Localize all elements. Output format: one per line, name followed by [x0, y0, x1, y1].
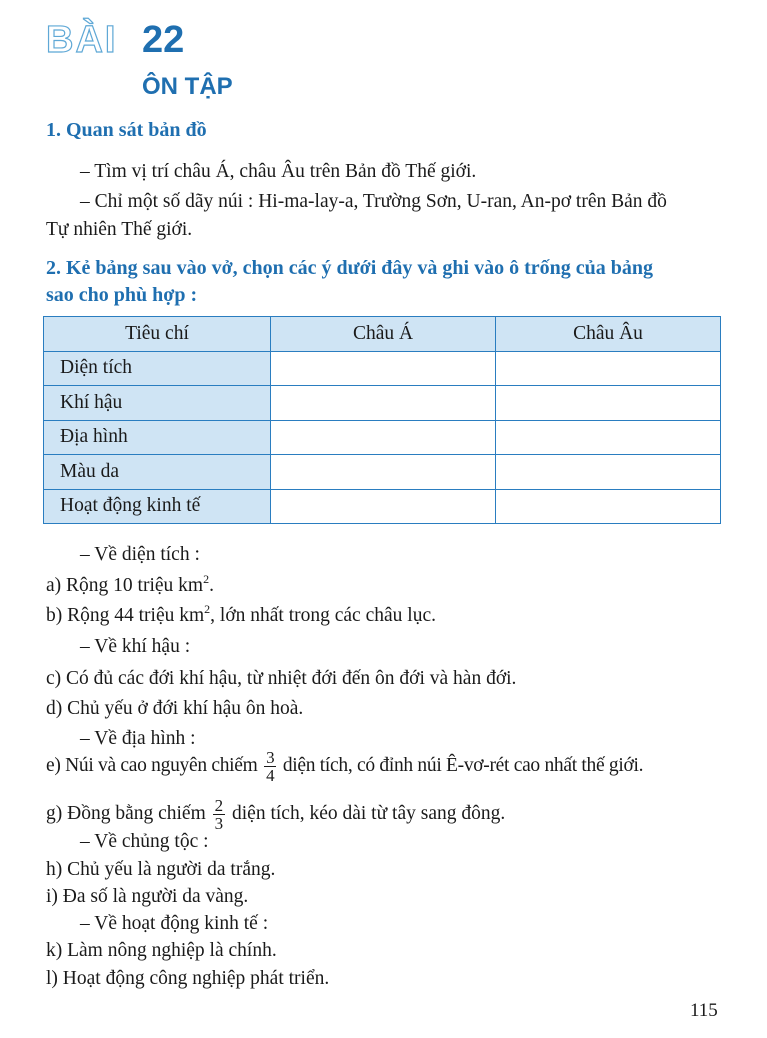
lesson-number: 22: [142, 19, 185, 61]
terrain-heading: – Về địa hình :: [80, 728, 196, 749]
section1-line3: Tự nhiên Thế giới.: [46, 219, 193, 240]
section1-line2: – Chỉ một số dãy núi : Hi-ma-lay-a, Trường Sơn, U-ran, An-pơ trên Bản đồ: [80, 191, 667, 212]
area-heading: – Về diện tích :: [80, 544, 200, 565]
option-a-exponent: 2: [203, 571, 210, 586]
fraction-numerator: 3: [266, 748, 275, 767]
lesson-label: BÀI: [46, 19, 118, 61]
option-d: d) Chủ yếu ở đới khí hậu ôn hoà.: [46, 698, 304, 719]
table-header-asia: Châu Á: [271, 317, 496, 352]
table-row-label: Màu da: [44, 455, 271, 490]
economy-heading: – Về hoạt động kinh tế :: [80, 913, 269, 934]
table-row-label: Hoạt động kinh tế: [44, 489, 271, 524]
fraction-numerator: 2: [214, 796, 224, 815]
table-header-europe: Châu Âu: [496, 317, 721, 352]
table-header-row: [44, 317, 721, 352]
table-row: [44, 386, 721, 421]
option-h: h) Chủ yếu là người da trắng.: [46, 859, 276, 880]
table-cell-empty: [271, 420, 496, 455]
option-b-text: b) Rộng 44 triệu km: [46, 605, 205, 626]
option-g-post: diện tích, kéo dài từ tây sang đông.: [232, 802, 506, 824]
table-cell-empty: [496, 386, 721, 421]
table-row-label: Khí hậu: [44, 386, 271, 421]
option-i: i) Đa số là người da vàng.: [46, 886, 249, 907]
option-e: [46, 749, 643, 784]
table-row-label: Địa hình: [44, 420, 271, 455]
climate-heading: – Về khí hậu :: [80, 636, 191, 657]
option-a: [46, 572, 214, 599]
section2-heading-line1: 2. Kẻ bảng sau vào vở, chọn các ý dưới đây và ghi vào ô trống của bảng: [46, 257, 654, 279]
section2-heading-line2: sao cho phù hợp :: [46, 284, 198, 306]
table-cell-empty: [271, 455, 496, 490]
option-a-end: .: [209, 575, 214, 596]
section1-heading: 1. Quan sát bản đồ: [46, 119, 207, 141]
option-k: k) Làm nông nghiệp là chính.: [46, 940, 277, 961]
lesson-title: ÔN TẬP: [142, 73, 233, 100]
table-cell-empty: [496, 351, 721, 386]
fraction-two-thirds: [213, 797, 226, 832]
table-cell-empty: [496, 420, 721, 455]
fraction-denominator: 3: [214, 814, 224, 833]
option-e-pre: e) Núi và cao nguyên chiếm: [46, 754, 258, 776]
option-g: [46, 797, 505, 832]
option-b: [46, 602, 436, 629]
section1-line1: – Tìm vị trí châu Á, châu Âu trên Bản đồ Thế giới.: [80, 161, 477, 182]
table-cell-empty: [271, 351, 496, 386]
fraction-denominator: 4: [266, 766, 275, 785]
fraction-three-quarters: [264, 749, 276, 784]
table-cell-empty: [271, 489, 496, 524]
table-row: [44, 489, 721, 524]
comparison-table: [43, 316, 721, 524]
table-row: [44, 351, 721, 386]
table-cell-empty: [496, 455, 721, 490]
option-b-end: , lớn nhất trong các châu lục.: [210, 605, 436, 626]
table-row: [44, 455, 721, 490]
race-heading: – Về chủng tộc :: [80, 831, 209, 852]
option-l: l) Hoạt động công nghiệp phát triển.: [46, 968, 330, 989]
table-row: [44, 420, 721, 455]
option-c: c) Có đủ các đới khí hậu, từ nhiệt đới đến ôn đới và hàn đới.: [46, 668, 517, 689]
option-e-post: diện tích, có đỉnh núi Ê-vơ-rét cao nhất thế giới.: [282, 754, 644, 776]
table-cell-empty: [496, 489, 721, 524]
table-cell-empty: [271, 386, 496, 421]
page-number: 115: [690, 1000, 718, 1021]
option-a-text: a) Rộng 10 triệu km: [46, 575, 204, 596]
table-header-criteria: Tiêu chí: [44, 317, 271, 352]
option-g-pre: g) Đồng bằng chiếm: [46, 802, 206, 824]
table-row-label: Diện tích: [44, 351, 271, 386]
option-b-exponent: 2: [204, 601, 211, 616]
